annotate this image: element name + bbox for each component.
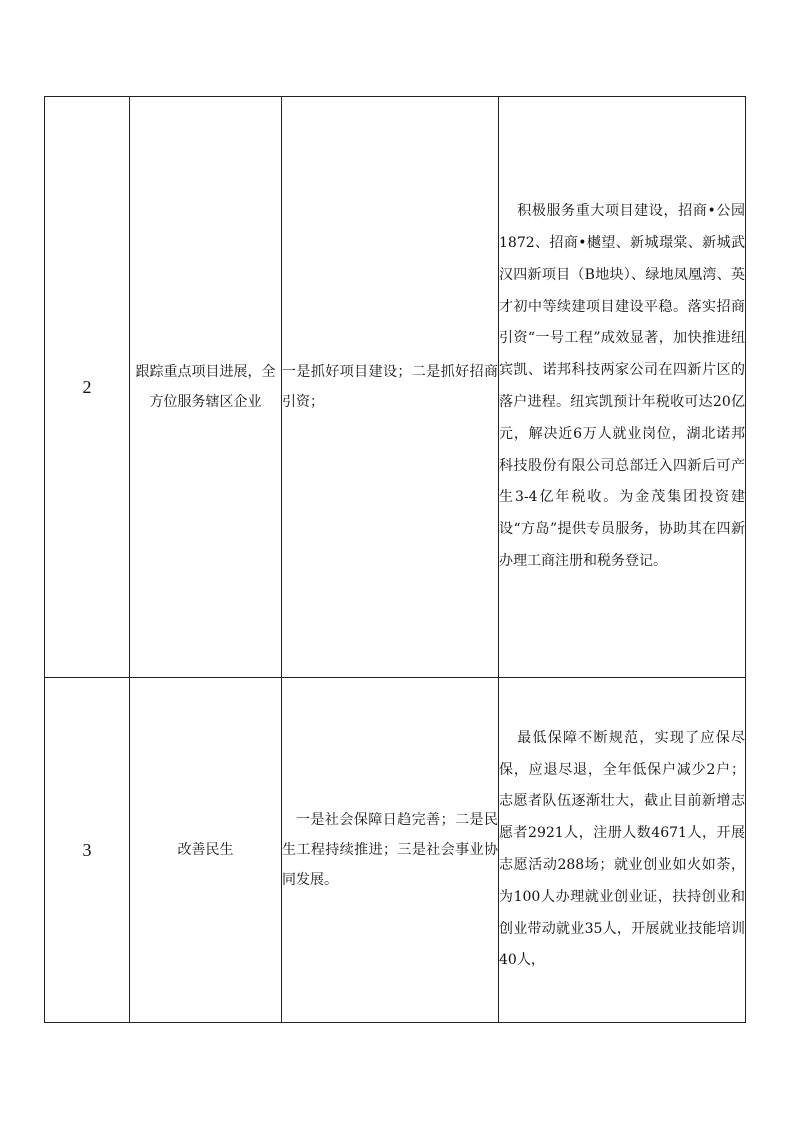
- work-summary-table: [44, 96, 746, 1023]
- results-cell: 积极服务重大项目建设，招商•公园1872、招商•樾望、新城璟棠、新城武汉四新项目（B地块）、绿地凤凰湾、英才初中等续建项目建设平稳。落实招商引资“一号工程”成效显著，加快推进纽宾凯、诺邦科技两家公司在四新片区的落户进程。纽宾凯预计年税收可达20亿元，解决近6万人就业岗位，湖北诺邦科技股份有限公司总部迁入四新后可产生3-4亿年税收。为金茂集团投资建设“方岛”提供专员服务，协助其在四新办理工商注册和税务登记。: [499, 97, 746, 678]
- measures-cell: 一是抓好项目建设；二是抓好招商引资；: [282, 97, 499, 678]
- results-cell: 最低保障不断规范，实现了应保尽保，应退尽退，全年低保户减少2户；志愿者队伍逐渐壮大，截止目前新增志愿者2921人，注册人数4671人，开展志愿活动288场；就业创业如火如荼，为100人办理就业创业证，扶持创业和创业带动就业35人，开展就业技能培训40人，: [499, 678, 746, 1023]
- task-cell: 改善民生: [130, 678, 282, 1023]
- table-row: [45, 97, 746, 678]
- table-row: [45, 678, 746, 1023]
- measures-cell: 一是社会保障日趋完善；二是民生工程持续推进；三是社会事业协同发展。: [282, 678, 499, 1023]
- row-number: 2: [45, 97, 130, 678]
- task-cell: 跟踪重点项目进展，全方位服务辖区企业: [130, 97, 282, 678]
- row-number: 3: [45, 678, 130, 1023]
